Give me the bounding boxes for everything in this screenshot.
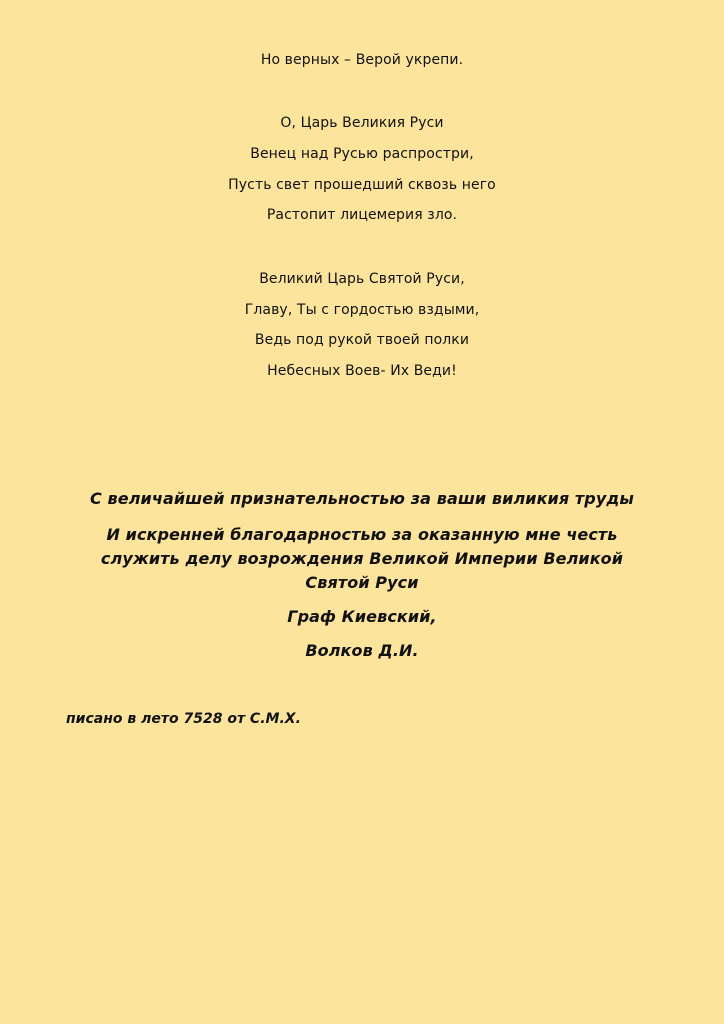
signature-name: Волков Д.И. (305, 641, 419, 660)
verse-line: Растопит лицемерия зло. (266, 207, 458, 223)
signature-title: Граф Киевский, (287, 607, 437, 626)
gratitude-line: служить делу возрождения Великой Империи Великой (100, 549, 624, 568)
verse-line: Пусть свет прошедший сквозь него (228, 177, 496, 193)
verse-line: Венец над Русью распростри, (250, 146, 474, 162)
gratitude-line: И искренней благодарностью за оказанную мне честь (106, 525, 618, 544)
gratitude-line: С величайшей признательностью за ваши виликия труды (90, 489, 634, 508)
gratitude-line: Святой Руси (305, 573, 419, 592)
date-line: писано в лето 7528 от С.М.Х. (66, 711, 301, 727)
verse-line: Но верных – Верой укрепи. (260, 52, 464, 68)
verse-line: О, Царь Великия Руси (280, 115, 444, 131)
verse-line: Небесных Воев- Их Веди! (267, 363, 457, 379)
verse-line: Ведь под рукой твоей полки (254, 332, 470, 348)
verse-line: Великий Царь Святой Руси, (259, 271, 465, 287)
verse-line: Главу, Ты с гордостью вздыми, (244, 302, 480, 318)
